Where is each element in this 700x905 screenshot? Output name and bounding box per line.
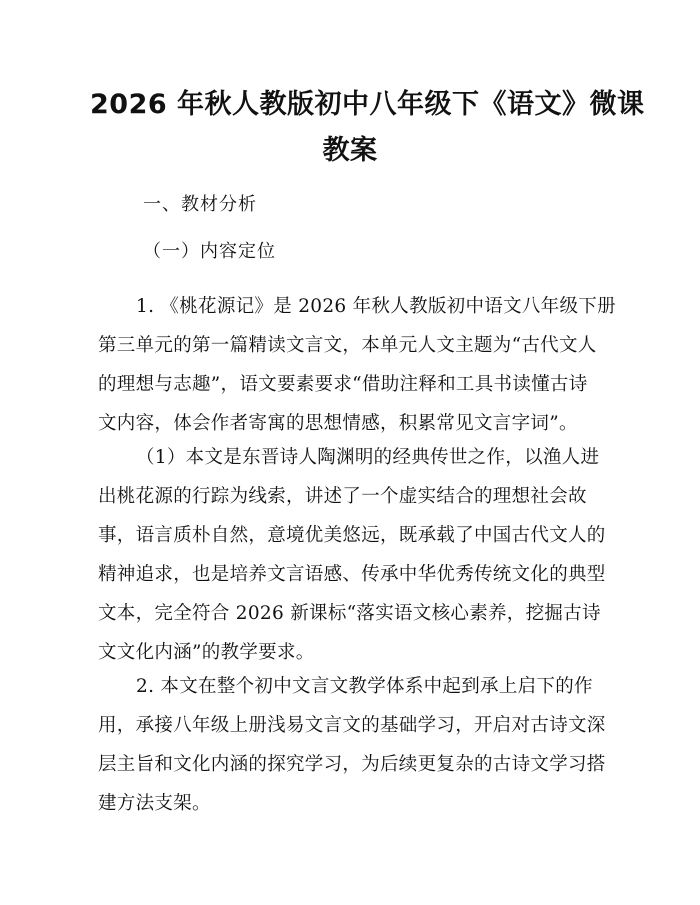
section-heading: 一、教材分析 [143,194,257,215]
paragraph-line: 建方法支架。 [98,793,211,814]
paragraph-line: 2. 本文在整个初中文言文教学体系中起到承上启下的作 [136,676,593,697]
paragraph-line: 事，语言质朴自然，意境优美悠远，既承载了中国古代文人的 [98,525,606,546]
paragraph-line: 精神追求，也是培养文言语感、传承中华优秀传统文化的典型 [98,564,606,585]
paragraph-line: 用，承接八年级上册浅易文言文的基础学习，开启对古诗文深 [98,715,606,736]
document-title: 2026 年秋人教版初中八年级下《语文》微课 [90,89,645,120]
paragraph-content-position [98,287,616,443]
paragraph-line: （1）本文是东晋诗人陶渊明的经典传世之作，以渔人进 [136,447,600,468]
paragraph-line: 出桃花源的行踪为线索，讲述了一个虚实结合的理想社会故 [98,486,587,507]
paragraph-line: 文本，完全符合 2026 新课标“落实语文核心素养，挖掘古诗 [98,603,601,624]
paragraph-line: 文文化内涵”的教学要求。 [98,642,315,663]
paragraph-line: 文内容，体会作者寄寓的思想情感，积累常见文言字词”。 [98,413,578,434]
paragraph-line: 层主旨和文化内涵的探究学习，为后续更复杂的古诗文学习搭 [98,754,606,775]
paragraph-line: 第三单元的第一篇精读文言文，本单元人文主题为“古代文人 [98,335,597,356]
paragraph-text-overview [98,438,608,672]
paragraph-line: 的理想与志趣”，语文要素要求“借助注释和工具书读懂古诗 [98,374,588,395]
paragraph-teaching-role [98,667,608,823]
document-title-continued: 教案 [322,135,378,166]
subsection-heading: （一）内容定位 [143,241,276,262]
paragraph-line: 1. 《桃花源记》是 2026 年秋人教版初中语文八年级下册 [136,296,616,317]
